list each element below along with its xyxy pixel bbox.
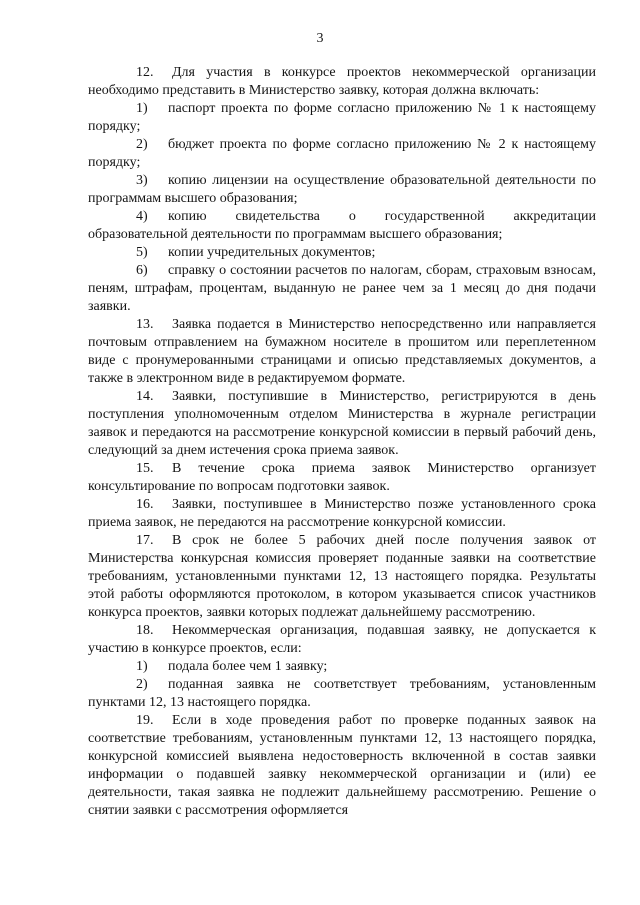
subitem-12-2 (88, 136, 596, 172)
paragraph-text: копию свидетельства о государственной аккредитации образовательной деятельности по программам высшего образования; (88, 209, 596, 242)
subitem-12-1 (88, 100, 596, 136)
page-number: 3 (316, 31, 324, 46)
document-body (88, 64, 596, 820)
item-number: 6) (136, 263, 148, 278)
paragraph-text: Если в ходе проведения работ по проверке поданных заявок на соответствие требованиям, установленным пунктами 12, 13 настоящего порядка, конкурсной комиссией выявлена недостоверность включенной в состав заявки информации о подавшей заявку некоммерческой организации и (или) ее деятельности, такая заявка не подлежит дальнейшему рассмотрению. Решение о снятии заявки с рассмотрения оформляется (88, 713, 596, 818)
paragraph-text: справку о состоянии расчетов по налогам, сборам, страховым взносам, пеням, штрафам, процентам, выданную не ранее чем за 1 месяц до дня подачи заявки. (88, 263, 596, 314)
paragraph-text: паспорт проекта по форме согласно приложению № 1 к настоящему порядку; (88, 101, 596, 134)
item-number: 14. (136, 389, 154, 404)
item-number: 17. (136, 533, 154, 548)
item-number: 12. (136, 65, 154, 80)
subitem-12-4 (88, 208, 596, 244)
paragraph-16 (88, 496, 596, 532)
item-number: 18. (136, 623, 154, 638)
item-number: 16. (136, 497, 154, 512)
subitem-18-2 (88, 676, 596, 712)
item-number: 5) (136, 245, 148, 260)
paragraph-12 (88, 64, 596, 100)
paragraph-17 (88, 532, 596, 622)
subitem-18-1 (88, 658, 596, 676)
subitem-12-3 (88, 172, 596, 208)
item-number: 15. (136, 461, 154, 476)
paragraph-text: В срок не более 5 рабочих дней после получения заявок от Министерства конкурсная комиссия проверяет поданные заявки на соответствие требованиям, установленными пунктами 12, 13 настоящего порядка. Результаты этой работы оформляются протоколом, в котором указывается список участников конкурса проектов, заявки которых подлежат дальнейшему рассмотрению. (88, 533, 596, 620)
paragraph-15 (88, 460, 596, 496)
paragraph-19 (88, 712, 596, 820)
item-number: 2) (136, 677, 148, 692)
paragraph-13 (88, 316, 596, 388)
paragraph-14 (88, 388, 596, 460)
paragraph-text: бюджет проекта по форме согласно приложению № 2 к настоящему порядку; (88, 137, 596, 170)
item-number: 13. (136, 317, 154, 332)
item-number: 1) (136, 101, 148, 116)
item-number: 2) (136, 137, 148, 152)
subitem-12-6 (88, 262, 596, 316)
paragraph-text: В течение срока приема заявок Министерство организует консультирование по вопросам подготовки заявок. (88, 461, 596, 494)
paragraph-text: Заявки, поступившие в Министерство, регистрируются в день поступления уполномоченным отделом Министерства в журнале регистрации заявок и передаются на рассмотрение конкурсной комиссии в первый рабочий день, следующий за днем истечения срока приема заявок. (88, 389, 596, 458)
item-number: 3) (136, 173, 148, 188)
paragraph-18 (88, 622, 596, 658)
subitem-12-5 (88, 244, 596, 262)
paragraph-text: копии учредительных документов; (168, 245, 376, 260)
item-number: 4) (136, 209, 148, 224)
item-number: 19. (136, 713, 154, 728)
paragraph-text: поданная заявка не соответствует требованиям, установленным пунктами 12, 13 настоящего порядка. (88, 677, 596, 710)
paragraph-text: Для участия в конкурсе проектов некоммерческой организации необходимо представить в Министерство заявку, которая должна включать: (88, 65, 596, 98)
paragraph-text: копию лицензии на осуществление образовательной деятельности по программам высшего образования; (88, 173, 596, 206)
paragraph-text: Некоммерческая организация, подавшая заявку, не допускается к участию в конкурсе проектов, если: (88, 623, 596, 656)
item-number: 1) (136, 659, 148, 674)
paragraph-text: Заявки, поступившее в Министерство позже установленного срока приема заявок, не передаются на рассмотрение конкурсной комиссии. (88, 497, 596, 530)
paragraph-text: подала более чем 1 заявку; (168, 659, 328, 674)
paragraph-text: Заявка подается в Министерство непосредственно или направляется почтовым отправлением на бумажном носителе в прошитом или переплетенном виде с пронумерованными страницами и описью представляемых документов, а также в электронном виде в редактируемом формате. (88, 317, 596, 386)
